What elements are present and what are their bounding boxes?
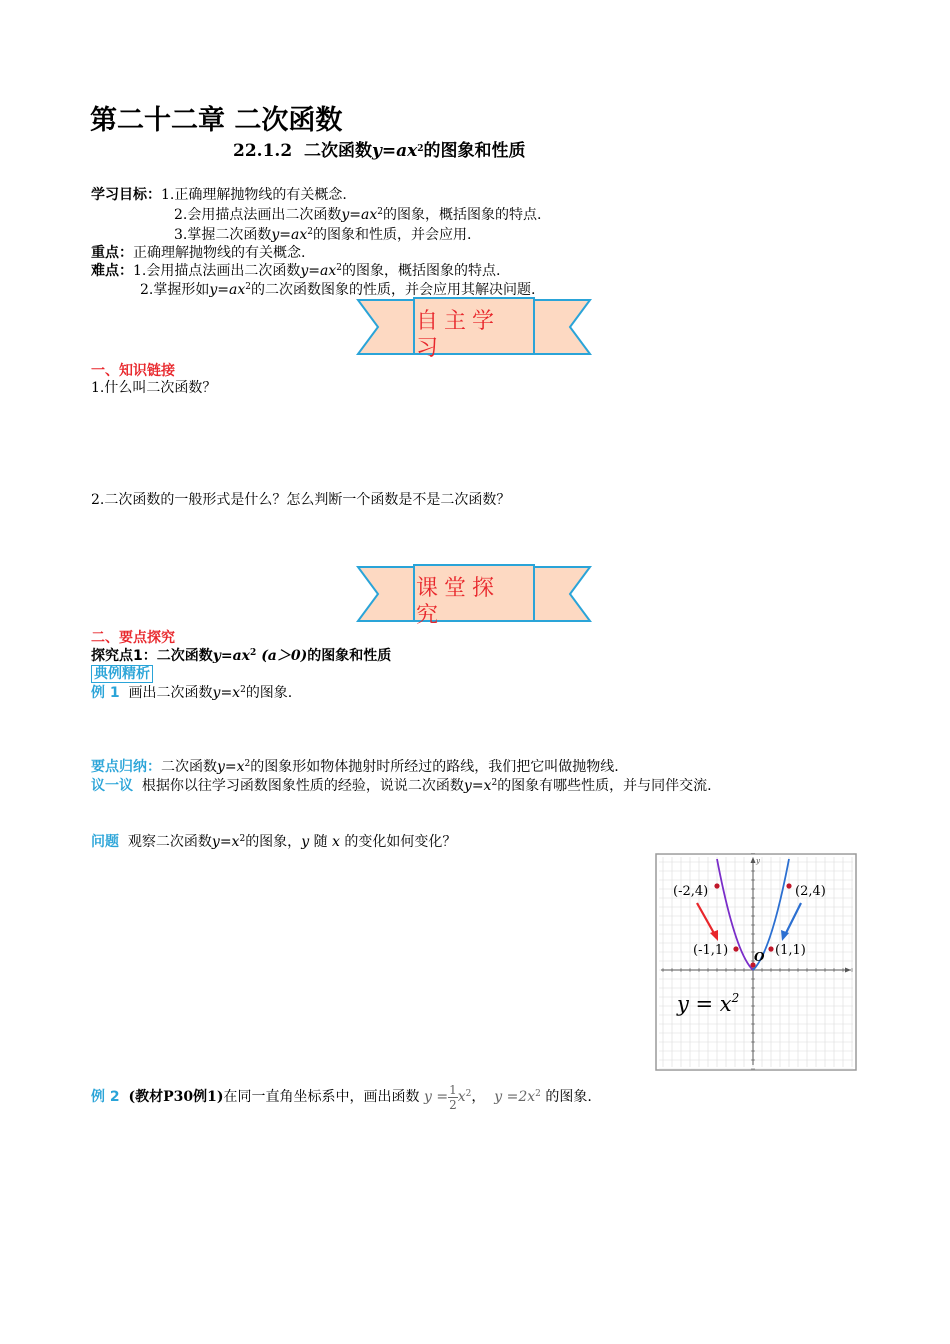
- section-title-pre: 二次函数: [304, 141, 372, 161]
- question-label: 问题: [91, 834, 119, 850]
- key-point-label: 重点：: [91, 245, 133, 261]
- explore-var: y=ax: [212, 648, 251, 664]
- discuss-label: 议一议: [91, 778, 133, 794]
- section1-heading: 一、知识链接: [91, 363, 175, 379]
- example-1: 例 1 画出二次函数$y=x^2$的图象.: [91, 685, 293, 701]
- difficulty-1-post: 的图象，概括图象的特点.: [341, 263, 501, 279]
- difficulty-2-var: y=ax: [209, 282, 246, 298]
- example-2: 例 2 (教材P30例1)在同一直角坐标系中，画出函数 y = $\frac{1}{2}$ $x^2$， $y =2x^2$ 的图象.: [91, 1082, 592, 1112]
- banner-self-study: [356, 296, 592, 361]
- explore-label: 探究点1：二次函数: [91, 648, 213, 664]
- question-post: 的变化如何变化？: [344, 834, 457, 850]
- example-1-label: 例 1: [91, 685, 120, 701]
- key-summary-label: 要点归纳：: [91, 759, 161, 775]
- key-summary-var: y=x: [217, 759, 245, 775]
- discuss-var: y=x: [463, 778, 492, 794]
- section2-heading: 二、要点探究: [91, 630, 175, 646]
- example-1-pre: 画出二次函数: [128, 685, 213, 701]
- point-2-4: [786, 883, 791, 888]
- key-summary-pre: 二次函数: [161, 759, 217, 775]
- explore-cond: (a＞0): [261, 648, 308, 664]
- objective-1: 1.正确理解抛物线的有关概念.: [161, 187, 347, 203]
- discuss: 议一议 根据你以往学习函数图象性质的经验，说说二次函数$y=x^2$的图象有哪些性质，并与同伴交流.: [91, 778, 712, 794]
- y-axis-label: y: [756, 857, 760, 865]
- key-summary: 要点归纳：二次函数$y=x^2$的图象形如物体抛射时所经过的路线，我们把它叫做抛物线.: [91, 759, 619, 775]
- objective-2-var: y=ax: [341, 207, 378, 223]
- difficulty-2-post: 的二次函数图象的性质，并会应用其解决问题.: [250, 282, 536, 298]
- difficulty-1-pre: 1.会用描点法画出二次函数: [133, 263, 301, 279]
- example-2-post: 的图象.: [545, 1089, 592, 1105]
- typical-example-label: 典例精析: [91, 665, 153, 683]
- objective-3-var: y=ax: [271, 227, 308, 243]
- discuss-pre: 根据你以往学习函数图象性质的经验，说说二次函数: [141, 778, 464, 794]
- banner-class-explore: [356, 563, 592, 628]
- section1-q1: 1.什么叫二次函数？: [91, 380, 217, 396]
- key-point-text: 正确理解抛物线的有关概念.: [133, 245, 306, 261]
- question-mid2: 随: [313, 834, 328, 850]
- example-2-pre: 在同一直角坐标系中，画出函数: [223, 1089, 420, 1105]
- section1-q2: 2.二次函数的一般形式是什么？怎么判断一个函数是不是二次函数？: [91, 492, 511, 508]
- explore-post: 的图象和性质: [307, 648, 392, 664]
- objectives-line1: [91, 186, 347, 204]
- fraction-half: $\frac{1}{2}$: [449, 1082, 457, 1112]
- key-point: [91, 244, 305, 262]
- banner-self-study-text: 自主学习: [416, 309, 501, 361]
- banner-class-explore-text: 课堂探究: [416, 576, 501, 628]
- equation-label: $y = x^2$: [677, 991, 740, 1016]
- label-1-1: (1,1): [775, 943, 806, 958]
- example-2-y1: y =: [423, 1089, 449, 1105]
- label-neg2-4: (-2,4): [673, 884, 709, 899]
- label-neg1-1: (-1,1): [693, 943, 729, 958]
- example-2-source: (教材P30例1): [128, 1089, 224, 1105]
- objectives-label: 学习目标：: [91, 187, 161, 203]
- question-y: y: [301, 834, 310, 850]
- question-var: y=x: [211, 834, 240, 850]
- parabola-figure: [655, 853, 857, 1071]
- discuss-post: 的图象有哪些性质，并与同伴交流.: [497, 778, 712, 794]
- example-2-comma: ，: [471, 1089, 486, 1105]
- question-x: x: [332, 834, 340, 850]
- point-1-1: [768, 946, 773, 951]
- difficulty-line1: 难点：1.会用描点法画出二次函数$y=ax^2$的图象，概括图象的特点.: [91, 263, 501, 279]
- example-2-x: x: [457, 1089, 466, 1105]
- question-mid: 的图象，: [245, 834, 302, 850]
- section-number: 22.1.2: [233, 141, 293, 161]
- example-1-var: y=x: [212, 685, 241, 701]
- key-summary-post: 的图象形如物体抛射时所经过的路线，我们把它叫做抛物线.: [250, 759, 619, 775]
- question-pre: 观察二次函数: [127, 834, 212, 850]
- question: 问题 观察二次函数$y=x^2$的图象，y 随 x 的变化如何变化？: [91, 834, 457, 850]
- point-neg1-1: [733, 946, 738, 951]
- origin-label: O: [754, 950, 765, 964]
- difficulty-line2: 2.掌握形如$y=ax^2$的二次函数图象的性质，并会应用其解决问题.: [140, 282, 536, 298]
- example-2-label: 例 2: [91, 1089, 120, 1105]
- difficulty-1-var: y=ax: [300, 263, 337, 279]
- objective-2-post: 的图象，概括图象的特点.: [382, 207, 542, 223]
- explore-point-1: 探究点1：二次函数$y=ax^2$ (a＞0)的图象和性质: [91, 648, 392, 664]
- objective-3-post: 的图象和性质，并会应用.: [312, 227, 472, 243]
- difficulty-label: 难点：: [91, 263, 133, 279]
- section-title-var: y=ax: [372, 141, 418, 161]
- difficulty-2-pre: 2.掌握形如: [140, 282, 210, 298]
- label-2-4: (2,4): [795, 884, 826, 899]
- section-title-post: 的图象和性质: [423, 141, 526, 161]
- objectives-line2: 2.会用描点法画出二次函数$y=ax^2$的图象，概括图象的特点.: [174, 207, 542, 223]
- objective-3: 3.掌握二次函数: [174, 227, 272, 243]
- point-neg2-4: [714, 883, 719, 888]
- parabola-graph: [655, 853, 857, 1071]
- section-title: 22.1.2 二次函数$y=ax^2$的图象和性质: [233, 141, 526, 161]
- example-2-y2: y =2x: [494, 1089, 536, 1105]
- objectives-line3: 3.掌握二次函数$y=ax^2$的图象和性质，并会应用.: [174, 227, 472, 243]
- objective-2: 2.会用描点法画出二次函数: [174, 207, 342, 223]
- chapter-title: 第二十二章 二次函数: [90, 105, 343, 136]
- example-1-post: 的图象.: [245, 685, 293, 701]
